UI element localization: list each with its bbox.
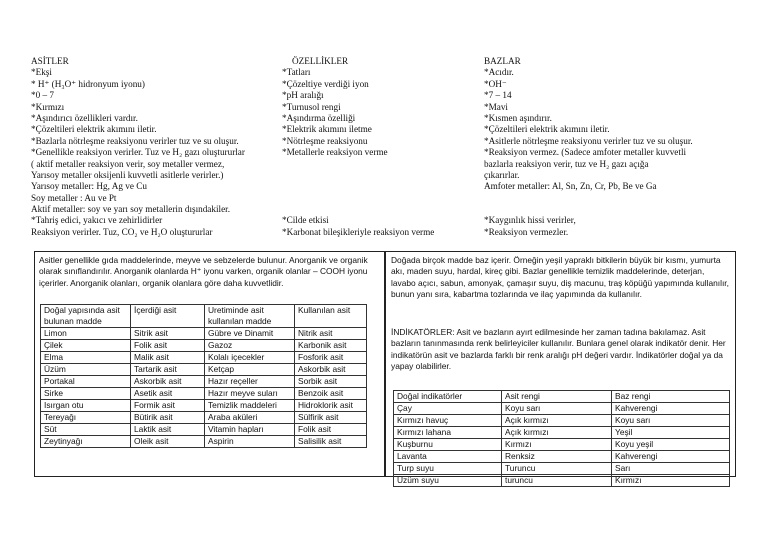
baz-line: *7 – 14 — [484, 90, 512, 101]
table-cell: Sitrik asit — [131, 328, 205, 340]
asitler-column — [31, 56, 291, 238]
table-cell: Kolalı içecekler — [205, 352, 295, 364]
asit-line: Yarısoy metaller: Hg, Ag ve Cu — [31, 181, 147, 192]
table-cell: Benzoik asit — [295, 388, 367, 400]
table-row — [41, 424, 367, 436]
ozellikler-column — [282, 56, 482, 238]
baz-line — [484, 193, 744, 204]
table-row — [394, 427, 730, 439]
asit-line: *Genellikle reaksiyon verirler. Tuz ve H₂ gazı oluştururlar — [31, 147, 245, 158]
table-cell: Asetik asit — [131, 388, 205, 400]
table-cell: Turuncu — [502, 463, 612, 475]
ozellik-line: *Çözeltiye verdiği iyon — [282, 78, 369, 89]
table-row — [394, 463, 730, 475]
bases-paragraph: Doğada birçok madde baz içerir. Örneğin yeşil yapraklı bitkilerin büyük bir kısmı, yumurta akı, maden suyu, hardal, kireç gibi. Bazlar genellikle temizlik maddelerinde, deterjan, lavabo açıcı, sabun, amonyak, çamaşır suyu, diş macunu, traş köpüğü yapımında kullanılır, bunun yanı sıra, kabartma tozlarında ve ilaç yapımında da kullanılır. — [391, 255, 729, 300]
table-cell: Kırmızı havuç — [394, 415, 502, 427]
table-cell: Çilek — [41, 340, 131, 352]
table-cell: Ketçap — [205, 364, 295, 376]
ozellik-line — [282, 170, 482, 181]
bases-info-box — [385, 251, 736, 485]
baz-line: *Asitlerle nötrleşme reaksiyonu verirler tuz ve su oluşur. — [484, 135, 693, 146]
ozellik-line: *Cilde etkisi — [282, 215, 329, 226]
table-row — [394, 415, 730, 427]
asit-line: ( aktif metaller reaksiyon verir, soy metaller vermez, — [31, 158, 225, 169]
table-row — [41, 340, 367, 352]
table-cell: Koyu sarı — [612, 415, 730, 427]
baz-line: Amfoter metaller: Al, Sn, Zn, Cr, Pb, Be ve Ga — [484, 181, 657, 192]
acids-table — [40, 304, 367, 448]
table-cell: Yeşil — [612, 427, 730, 439]
asit-line: *Bazlarla nötrleşme reaksiyonu verirler tuz ve su oluşur. — [31, 135, 239, 146]
table-cell: Çay — [394, 403, 502, 415]
table-cell: Açık kırmızı — [502, 415, 612, 427]
table-cell: Portakal — [41, 376, 131, 388]
ozellik-line: *Aşındırma özelliği — [282, 112, 356, 123]
asit-line: Reaksiyon verirler. Tuz, CO₂ ve H₂O oluştururlar — [31, 226, 213, 237]
table-row — [41, 400, 367, 412]
ozellikler-heading: ÖZELLİKLER — [292, 56, 349, 66]
table-cell: Askorbik asit — [295, 364, 367, 376]
table-cell: Folik asit — [131, 340, 205, 352]
table-row — [41, 412, 367, 424]
baz-line: *Reaksiyon vermez. (Sadece amfoter metaller kuvvetli — [484, 147, 687, 158]
table-cell: Lavanta — [394, 451, 502, 463]
table-cell: Tereyağı — [41, 412, 131, 424]
table-cell: Fosforik asit — [295, 352, 367, 364]
asit-line: *Tahriş edici, yakıcı ve zehirlidirler — [31, 215, 163, 226]
table-header-cell: Kullanılan asit — [295, 305, 367, 328]
table-cell: Elma — [41, 352, 131, 364]
asit-line: *Aşındırıcı özellikleri vardır. — [31, 112, 138, 123]
table-cell: Folik asit — [295, 424, 367, 436]
asit-line: Soy metaller : Au ve Pt — [31, 192, 117, 203]
ozellik-line: *Tatları — [282, 67, 311, 78]
table-header-cell: Uretiminde asit kullanılan madde — [205, 305, 295, 328]
baz-line: *Acıdır. — [484, 67, 514, 78]
table-cell: Gübre ve Dinamit — [205, 328, 295, 340]
table-cell: Malik asit — [131, 352, 205, 364]
table-cell: Vitamin hapları — [205, 424, 295, 436]
table-cell: Koyu sarı — [502, 403, 612, 415]
ozellik-line: *Turnusol rengi — [282, 101, 341, 112]
table-cell: Salisilik asit — [295, 436, 367, 448]
table-header-cell: Doğal yapısında asit bulunan madde — [41, 305, 131, 328]
ozellik-line: *Karbonat bileşikleriyle reaksiyon verme — [282, 226, 435, 237]
bazlar-column — [484, 56, 744, 238]
table-cell: Hazır reçeller — [205, 376, 295, 388]
baz-line: *Kısmen aşındırır. — [484, 112, 552, 123]
ozellik-line: *Metallerle reaksiyon verme — [282, 147, 388, 158]
asitler-lines — [31, 67, 291, 238]
table-cell: Laktik asit — [131, 424, 205, 436]
table-row — [41, 436, 367, 448]
table-cell: Isırgan otu — [41, 400, 131, 412]
table-cell: Açık kırmızı — [502, 427, 612, 439]
table-cell: Bütirik asit — [131, 412, 205, 424]
baz-line: *Reaksiyon vermezler. — [484, 226, 569, 237]
indicators-paragraph: İNDİKATÖRLER: Asit ve bazların ayırt edilmesinde her zaman tadına bakılamaz. Asit bazların tanınmasında renk belirleyiciler kullanılır. Bunlara genel olarak indikatör denir. Her indikatörün asit ve bazlarda farklı bir renk aralığı pH değeri vardır. İndikatörler doğal ya da yapay olabilirler. — [391, 327, 726, 372]
table-header-row — [394, 391, 730, 403]
bazlar-lines — [484, 67, 744, 238]
ozellik-line — [282, 204, 482, 215]
asit-line: *Ekşi — [31, 67, 52, 78]
asitler-heading: ASİTLER — [31, 56, 69, 66]
table-cell: Gazoz — [205, 340, 295, 352]
table-cell: Zeytinyağı — [41, 436, 131, 448]
table-row — [41, 376, 367, 388]
table-cell: Sirke — [41, 388, 131, 400]
asit-line: *Çözeltileri elektrik akımını iletir. — [31, 124, 157, 135]
ozellik-line: *Elektrik akımını iletme — [282, 124, 372, 135]
table-cell: Sorbik asit — [295, 376, 367, 388]
table-cell: Koyu yeşil — [612, 439, 730, 451]
acids-info-box — [34, 251, 385, 477]
table-cell: Üzüm — [41, 364, 131, 376]
table-cell: turuncu — [502, 475, 612, 487]
table-cell: Temizlik maddeleri — [205, 400, 295, 412]
table-cell: Limon — [41, 328, 131, 340]
table-cell: Kahverengi — [612, 403, 730, 415]
table-cell: Sarı — [612, 463, 730, 475]
table-cell: Aspirin — [205, 436, 295, 448]
indicators-table-body — [394, 403, 730, 487]
table-cell: Süt — [41, 424, 131, 436]
table-cell: Araba aküleri — [205, 412, 295, 424]
table-cell: Formik asit — [131, 400, 205, 412]
table-header-cell: Doğal indikatörler — [394, 391, 502, 403]
acids-table-body — [41, 328, 367, 448]
baz-line — [484, 204, 744, 215]
table-row — [394, 403, 730, 415]
table-header-row — [41, 305, 367, 328]
table-cell: Renksiz — [502, 451, 612, 463]
baz-line: çıkarırlar. — [484, 169, 520, 180]
table-cell: Askorbik asit — [131, 376, 205, 388]
indicators-table — [393, 390, 730, 487]
table-cell: Kırmızı lahana — [394, 427, 502, 439]
baz-line: bazlarla reaksiyon verir, tuz ve H₂ gazı açığa — [484, 158, 649, 169]
table-cell: Oleik asit — [131, 436, 205, 448]
table-cell: Kuşburnu — [394, 439, 502, 451]
baz-line: *Kaygınlık hissi verirler, — [484, 215, 576, 226]
table-cell: Nitrik asit — [295, 328, 367, 340]
table-row — [394, 451, 730, 463]
table-cell: Sülfirik asit — [295, 412, 367, 424]
table-cell: Karbonik asit — [295, 340, 367, 352]
table-cell: Kırmızı — [612, 475, 730, 487]
asit-line: Yarısoy metaller oksijenli kuvvetli asitlerle verirler.) — [31, 169, 224, 180]
ozellikler-lines — [282, 67, 482, 238]
ozellik-line: *pH aralığı — [282, 90, 324, 101]
asit-line: *Kırmızı — [31, 101, 65, 112]
ozellik-line — [282, 159, 482, 170]
table-cell: Turp suyu — [394, 463, 502, 475]
table-cell: Üzüm suyu — [394, 475, 502, 487]
baz-line: *Çözeltileri elektrik akımını iletir. — [484, 124, 610, 135]
acids-paragraph: Asitler genellikle gıda maddelerinde, meyve ve sebzelerde bulunur. Anorganik ve organik olarak sınıflandırılır. Anorganik olanlarda H⁺ iyonu varken, organik olanlar – COOH iyonu içerirler. Anorganik olanları, organik olanlara göre daha kuvvetlidir. — [39, 255, 368, 288]
table-header-cell: Baz rengi — [612, 391, 730, 403]
asit-line: *0 – 7 — [31, 90, 54, 101]
table-cell: Kırmızı — [502, 439, 612, 451]
bazlar-heading: BAZLAR — [484, 56, 521, 66]
asit-line: * H⁺ (H₃O⁺ hidronyum iyonu) — [31, 78, 145, 89]
ozellik-line: *Nötrleşme reaksiyonu — [282, 135, 368, 146]
table-cell: Hazır meyve suları — [205, 388, 295, 400]
baz-line: *Mavi — [484, 101, 508, 112]
table-header-cell: Asit rengi — [502, 391, 612, 403]
asit-line: Aktif metaller: soy ve yarı soy metallerin dışındakiler. — [31, 204, 231, 215]
table-row — [41, 352, 367, 364]
baz-line: *OH⁻ — [484, 78, 507, 89]
table-row — [394, 439, 730, 451]
table-row — [41, 388, 367, 400]
table-row — [41, 328, 367, 340]
table-header-cell: İçerdiği asit — [131, 305, 205, 328]
table-row — [41, 364, 367, 376]
table-cell: Hidroklorik asit — [295, 400, 367, 412]
table-cell: Kahverengi — [612, 451, 730, 463]
table-row — [394, 475, 730, 487]
ozellik-line — [282, 193, 482, 204]
ozellik-line — [282, 181, 482, 192]
table-cell: Tartarik asit — [131, 364, 205, 376]
